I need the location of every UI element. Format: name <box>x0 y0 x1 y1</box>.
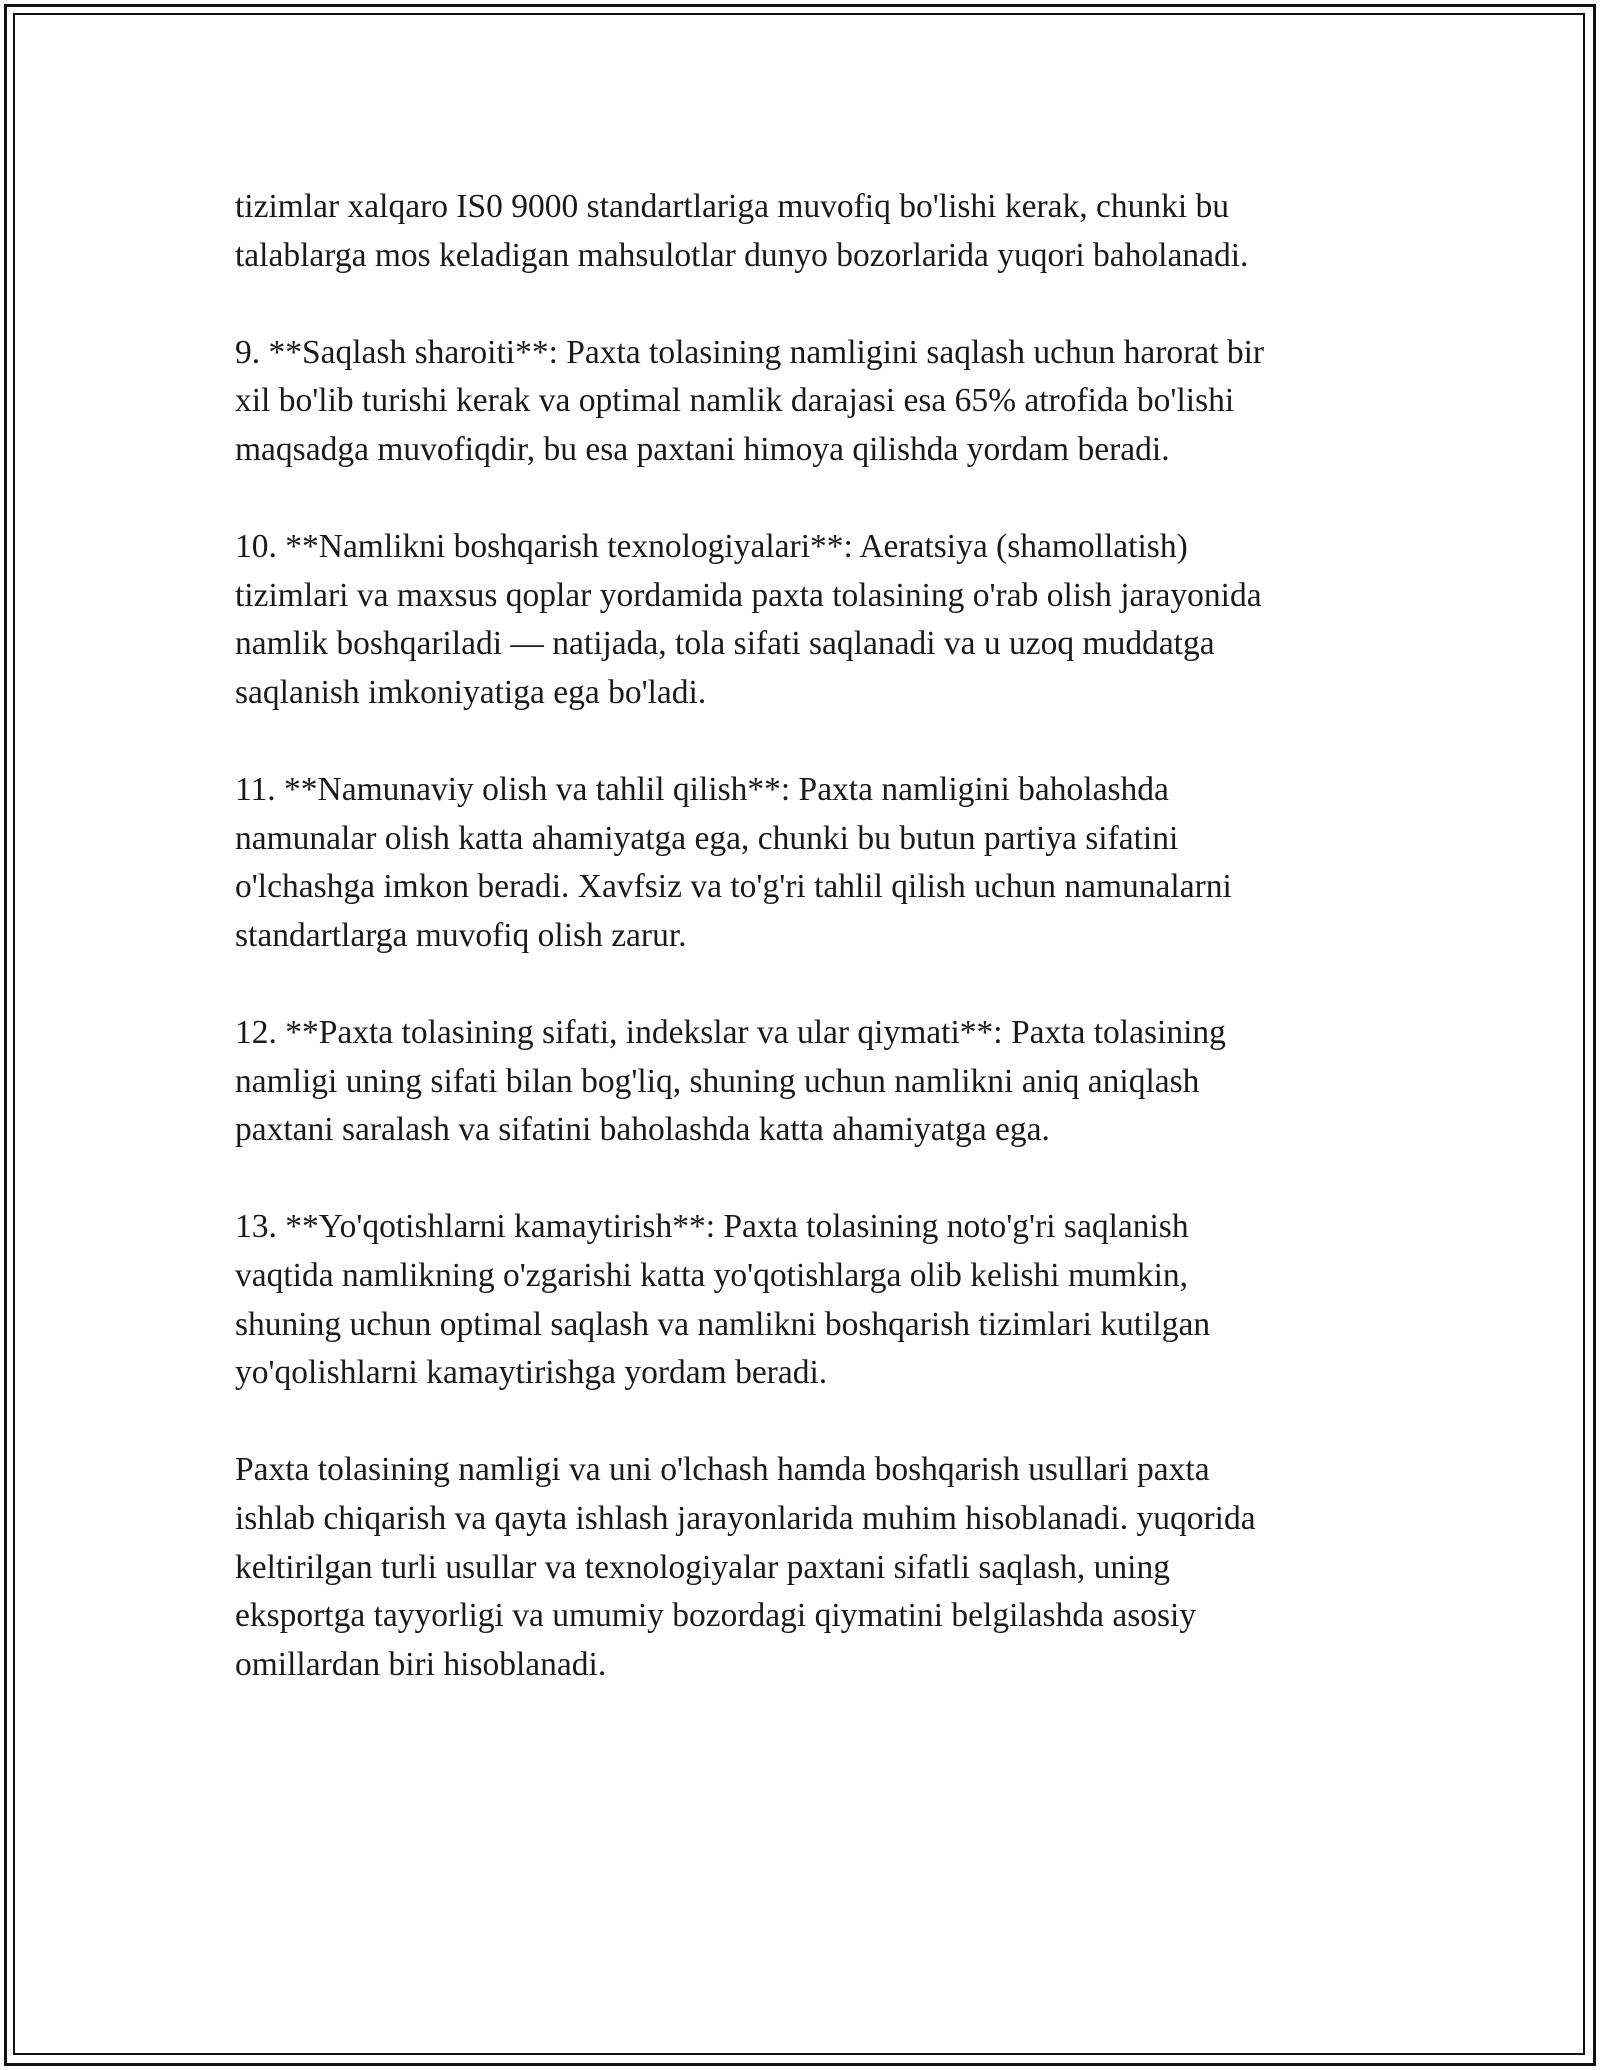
document-body <box>235 183 1395 1689</box>
paragraph-item-12-fiber-quality: 12. **Paxta tolasining sifati, indekslar va ular qiymati**: Paxta tolasining namligi uning sifati bilan bog'liq, shuning uchun namlikni aniq aniqlash paxtani saralash va sifatini baholashda katta ahamiyatga ega. <box>235 1014 1226 1149</box>
paragraph-item-9-storage-conditions: 9. **Saqlash sharoiti**: Paxta tolasining namligini saqlash uchun harorat bir xil bo'lib turishi kerak va optimal namlik darajasi esa 65% atrofida bo'lishi maqsadga muvofiqdir, bu esa paxtani himoya qilishda yordam beradi. <box>235 333 1265 468</box>
paragraph-item-11-sampling-analysis: 11. **Namunaviy olish va tahlil qilish**: Paxta namligini baholashda namunalar olish katta ahamiyatga ega, chunki bu butun partiya sifatini o'lchashga imkon beradi. Xavfsiz va to'g'ri tahlil qilish uchun namunalarni standartlarga muvofiq olish zarur. <box>235 771 1232 954</box>
paragraph-item-10-humidity-control: 10. **Namlikni boshqarish texnologiyalari**: Aeratsiya (shamollatish) tizimlari va maxsus qoplar yordamida paxta tolasining o'rab olish jarayonida namlik boshqariladi — natijada, tola sifati saqlanadi va u uzoq muddatga saqlanish imkoniyatiga ega bo'ladi. <box>235 528 1262 711</box>
paragraph-conclusion: Paxta tolasining namligi va uni o'lchash hamda boshqarish usullari paxta ishlab chiqarish va qayta ishlash jarayonlarida muhim hisoblanadi. yuqorida keltirilgan turli usullar va texnologiyalar paxtani sifatli saqlash, uning eksportga tayyorligi va umumiy bozordagi qiymatini belgilashda asosiy omillardan biri hisoblanadi. <box>235 1451 1256 1683</box>
paragraph-item-13-loss-reduction: 13. **Yo'qotishlarni kamaytirish**: Paxta tolasining noto'g'ri saqlanish vaqtida namlikning o'zgarishi katta yo'qotishlarga olib kelishi mumkin, shuning uchun optimal saqlash va namlikni boshqarish tizimlari kutilgan yo'qolishlarni kamaytirishga yordam beradi. <box>235 1208 1211 1392</box>
paragraph-standards-continuation: tizimlar xalqaro IS0 9000 standartlariga muvofiq bo'lishi kerak, chunki bu talablarga mos keladigan mahsulotlar dunyo bozorlarida yuqori baholanadi. <box>235 188 1249 274</box>
